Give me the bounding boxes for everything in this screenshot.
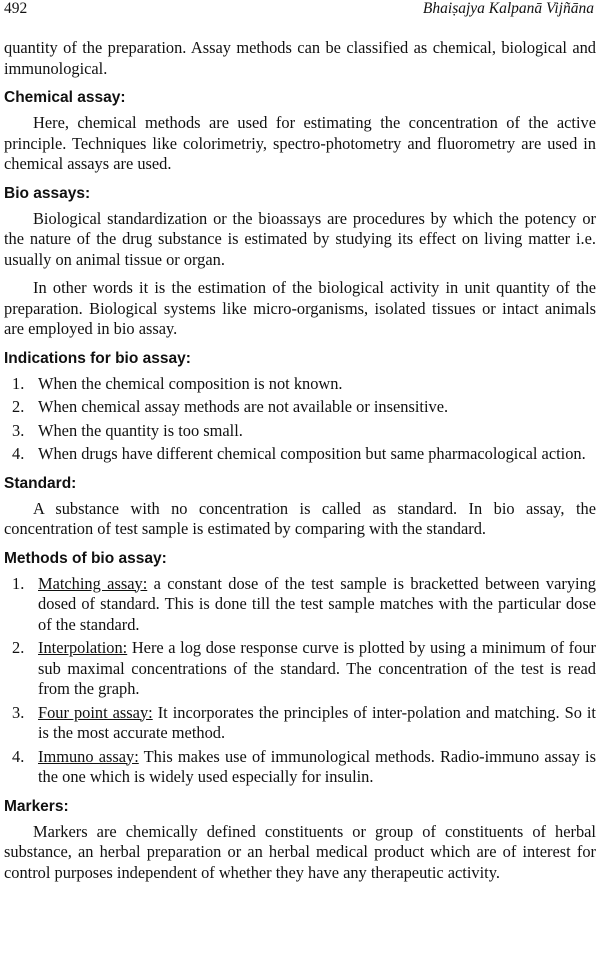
page-number: 492 bbox=[4, 0, 28, 17]
list-item bbox=[4, 574, 596, 636]
list-item-number: 2. bbox=[12, 397, 25, 416]
method-description: This makes use of immunological methods. Radio-immuno assay is the one which is widely used especially for insulin. bbox=[38, 746, 596, 786]
list-item-text: When the quantity is too small. bbox=[38, 420, 243, 440]
method-description: Here a log dose response curve is plotted by using a minimum of four sub maximal concentrations of the standard. The concentration of the test is read from the graph. bbox=[38, 638, 596, 698]
list-item-number: 4. bbox=[12, 746, 25, 766]
method-term: Immuno assay: bbox=[38, 746, 139, 766]
list-item-body bbox=[38, 574, 596, 636]
heading-markers: Markers: bbox=[4, 797, 69, 815]
markers-paragraph: Markers are chemically defined constituents or group of constituents of herbal substance, an herbal preparation or an herbal medical product which are of interest for control purposes independent of whether they have any therapeutic activity. bbox=[4, 821, 596, 882]
list-item-text: When the chemical composition is not known. bbox=[38, 373, 343, 393]
method-term: Four point assay: bbox=[38, 702, 153, 722]
list-item bbox=[4, 444, 596, 465]
heading-bio-assays: Bio assays: bbox=[4, 184, 91, 202]
method-description: It incorporates the principles of inter-polation and matching. So it is the most accurate method. bbox=[38, 702, 596, 742]
bio-assays-paragraph-1: Biological standardization or the bioassays are procedures by which the potency or the nature of the drug substance is estimated by studying its effect on living matter i.e. usually on animal tissue or organ. bbox=[4, 208, 596, 269]
list-item-number: 4. bbox=[12, 444, 25, 463]
list-item bbox=[4, 421, 596, 442]
method-term: Interpolation: bbox=[38, 638, 128, 657]
page-content bbox=[4, 38, 596, 891]
book-title: Bhaiṣajya Kalpanā Vijñāna bbox=[422, 0, 594, 17]
list-item-text: When drugs have different chemical composition but same pharmacological action. bbox=[38, 444, 586, 463]
heading-chemical-assay: Chemical assay: bbox=[4, 89, 126, 106]
list-item bbox=[4, 397, 596, 418]
list-item-number: 2. bbox=[12, 638, 25, 657]
intro-paragraph: quantity of the preparation. Assay methods can be classified as chemical, biological and immunological. bbox=[4, 38, 596, 78]
chemical-assay-paragraph: Here, chemical methods are used for estimating the concentration of the active principle. Techniques like colorimetriy, spectro-photometry and fluorometry are used in chemical assays are used. bbox=[4, 113, 596, 173]
standard-paragraph: A substance with no concentration is called as standard. In bio assay, the concentration of test sample is estimated by comparing with the standard. bbox=[4, 498, 596, 538]
methods-list bbox=[4, 574, 596, 788]
indications-list bbox=[4, 374, 596, 465]
list-item-body bbox=[38, 747, 596, 788]
method-description: a constant dose of the test sample is bracketted between varying dosed of standard. This is done till the test sample matches with the particular dose of the standard. bbox=[38, 573, 596, 634]
list-item bbox=[4, 747, 596, 788]
list-item-number: 1. bbox=[12, 573, 25, 593]
heading-standard: Standard: bbox=[4, 474, 77, 492]
list-item-number: 3. bbox=[12, 420, 25, 440]
list-item bbox=[4, 374, 596, 395]
running-header bbox=[4, 0, 594, 22]
list-item bbox=[4, 703, 596, 744]
method-term: Matching assay: bbox=[38, 573, 148, 593]
list-item-number: 1. bbox=[12, 373, 25, 393]
heading-methods: Methods of bio assay: bbox=[4, 549, 167, 567]
list-item-body bbox=[38, 703, 596, 744]
list-item bbox=[4, 638, 596, 700]
list-item-number: 3. bbox=[12, 702, 25, 722]
list-item-text: When chemical assay methods are not available or insensitive. bbox=[38, 397, 449, 416]
list-item-body bbox=[38, 638, 596, 700]
heading-indications: Indications for bio assay: bbox=[4, 349, 191, 367]
bio-assays-paragraph-2: In other words it is the estimation of the biological activity in unit quantity of the preparation. Biological systems like micro-organisms, isolated tissues or intact animals are employed in bio assay. bbox=[4, 278, 596, 338]
